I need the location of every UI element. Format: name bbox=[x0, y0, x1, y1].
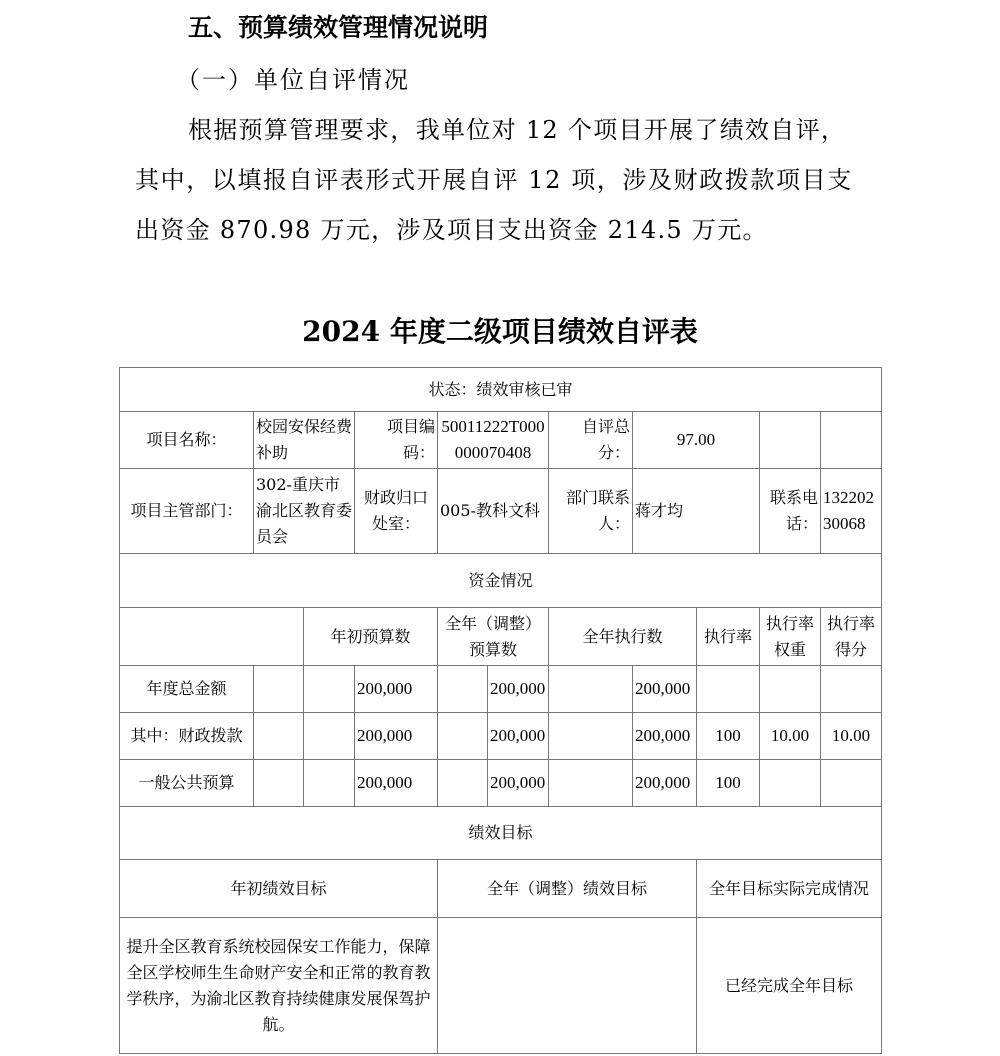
empty-cell bbox=[549, 713, 633, 760]
initial-goal: 提升全区教育系统校园保安工作能力，保障全区学校师生生命财产安全和正常的教育教学秩序，为渝北区教育持续健康发展保驾护航。 bbox=[120, 918, 438, 1054]
paragraph-line: 根据预算管理要求，我单位对 12 个项目开展了绩效自评， bbox=[188, 116, 847, 144]
empty-cell bbox=[304, 713, 355, 760]
rate-score bbox=[821, 760, 882, 807]
row-label: 其中：财政拨款 bbox=[120, 713, 254, 760]
empty-cell bbox=[821, 412, 882, 469]
empty-cell bbox=[304, 666, 355, 713]
actual-completion: 已经完成全年目标 bbox=[697, 918, 882, 1054]
section-heading: 五、预算绩效管理情况说明 bbox=[188, 13, 489, 42]
rate-weight bbox=[760, 666, 821, 713]
table-row bbox=[120, 760, 882, 807]
contact-label: 部门联系人： bbox=[549, 469, 633, 554]
project-name: 校园安保经费补助 bbox=[254, 412, 355, 469]
empty-cell bbox=[120, 608, 304, 666]
column-header: 全年目标实际完成情况 bbox=[697, 860, 882, 918]
adjusted-budget: 200,000 bbox=[488, 760, 549, 807]
paragraph-line: 出资金 870.98 万元，涉及项目支出资金 214.5 万元。 bbox=[135, 216, 768, 244]
empty-cell bbox=[438, 713, 488, 760]
column-header: 年初绩效目标 bbox=[120, 860, 438, 918]
initial-budget: 200,000 bbox=[355, 666, 438, 713]
rate-weight: 10.00 bbox=[760, 713, 821, 760]
executed-amount: 200,000 bbox=[633, 666, 697, 713]
goals-row bbox=[120, 918, 882, 1054]
column-header: 年初预算数 bbox=[304, 608, 438, 666]
table-row bbox=[120, 469, 882, 554]
adjusted-goal bbox=[438, 918, 697, 1054]
goals-header-row bbox=[120, 860, 882, 918]
phone-value: 13220230068 bbox=[821, 469, 882, 554]
execution-rate: 100 bbox=[697, 760, 760, 807]
table-row bbox=[120, 713, 882, 760]
column-header: 全年（调整）预算数 bbox=[438, 608, 549, 666]
execution-rate bbox=[697, 666, 760, 713]
column-header: 执行率权重 bbox=[760, 608, 821, 666]
empty-cell bbox=[549, 760, 633, 807]
score-label: 自评总分： bbox=[549, 412, 633, 469]
initial-budget: 200,000 bbox=[355, 713, 438, 760]
phone-label: 联系电话： bbox=[760, 469, 821, 554]
finance-office-label: 财政归口处室： bbox=[355, 469, 438, 554]
funds-header-row bbox=[120, 608, 882, 666]
rate-score: 10.00 bbox=[821, 713, 882, 760]
rate-weight bbox=[760, 760, 821, 807]
column-header: 执行率 bbox=[697, 608, 760, 666]
project-code-label: 项目编码： bbox=[355, 412, 438, 469]
executed-amount: 200,000 bbox=[633, 713, 697, 760]
initial-budget: 200,000 bbox=[355, 760, 438, 807]
column-header: 全年执行数 bbox=[549, 608, 697, 666]
empty-cell bbox=[304, 760, 355, 807]
dept-label: 项目主管部门： bbox=[120, 469, 254, 554]
empty-cell bbox=[760, 412, 821, 469]
finance-office-value: 005-教科文科 bbox=[438, 469, 549, 554]
empty-cell bbox=[438, 760, 488, 807]
score-value: 97.00 bbox=[633, 412, 760, 469]
dept-value: 302-重庆市渝北区教育委员会 bbox=[254, 469, 355, 554]
row-label: 年度总金额 bbox=[120, 666, 254, 713]
project-code: 50011222T000000070408 bbox=[438, 412, 549, 469]
funds-section-header: 资金情况 bbox=[120, 554, 882, 608]
table-title: 2024 年度二级项目绩效自评表 bbox=[302, 315, 698, 348]
adjusted-budget: 200,000 bbox=[488, 713, 549, 760]
rate-score bbox=[821, 666, 882, 713]
self-evaluation-table bbox=[119, 367, 882, 1054]
paragraph-line: 其中，以填报自评表形式开展自评 12 项，涉及财政拨款项目支 bbox=[135, 166, 853, 194]
empty-cell bbox=[254, 760, 304, 807]
adjusted-budget: 200,000 bbox=[488, 666, 549, 713]
column-header: 全年（调整）绩效目标 bbox=[438, 860, 697, 918]
empty-cell bbox=[549, 666, 633, 713]
column-header: 执行率得分 bbox=[821, 608, 882, 666]
executed-amount: 200,000 bbox=[633, 760, 697, 807]
empty-cell bbox=[438, 666, 488, 713]
goals-section-header: 绩效目标 bbox=[120, 807, 882, 860]
table-row bbox=[120, 412, 882, 469]
project-name-label: 项目名称： bbox=[120, 412, 254, 469]
row-label: 一般公共预算 bbox=[120, 760, 254, 807]
empty-cell bbox=[254, 713, 304, 760]
contact-value: 蒋才均 bbox=[633, 469, 760, 554]
status-cell: 状态：绩效审核已审 bbox=[120, 368, 882, 412]
subsection-heading: （一）单位自评情况 bbox=[176, 66, 410, 94]
empty-cell bbox=[254, 666, 304, 713]
execution-rate: 100 bbox=[697, 713, 760, 760]
table-row bbox=[120, 666, 882, 713]
